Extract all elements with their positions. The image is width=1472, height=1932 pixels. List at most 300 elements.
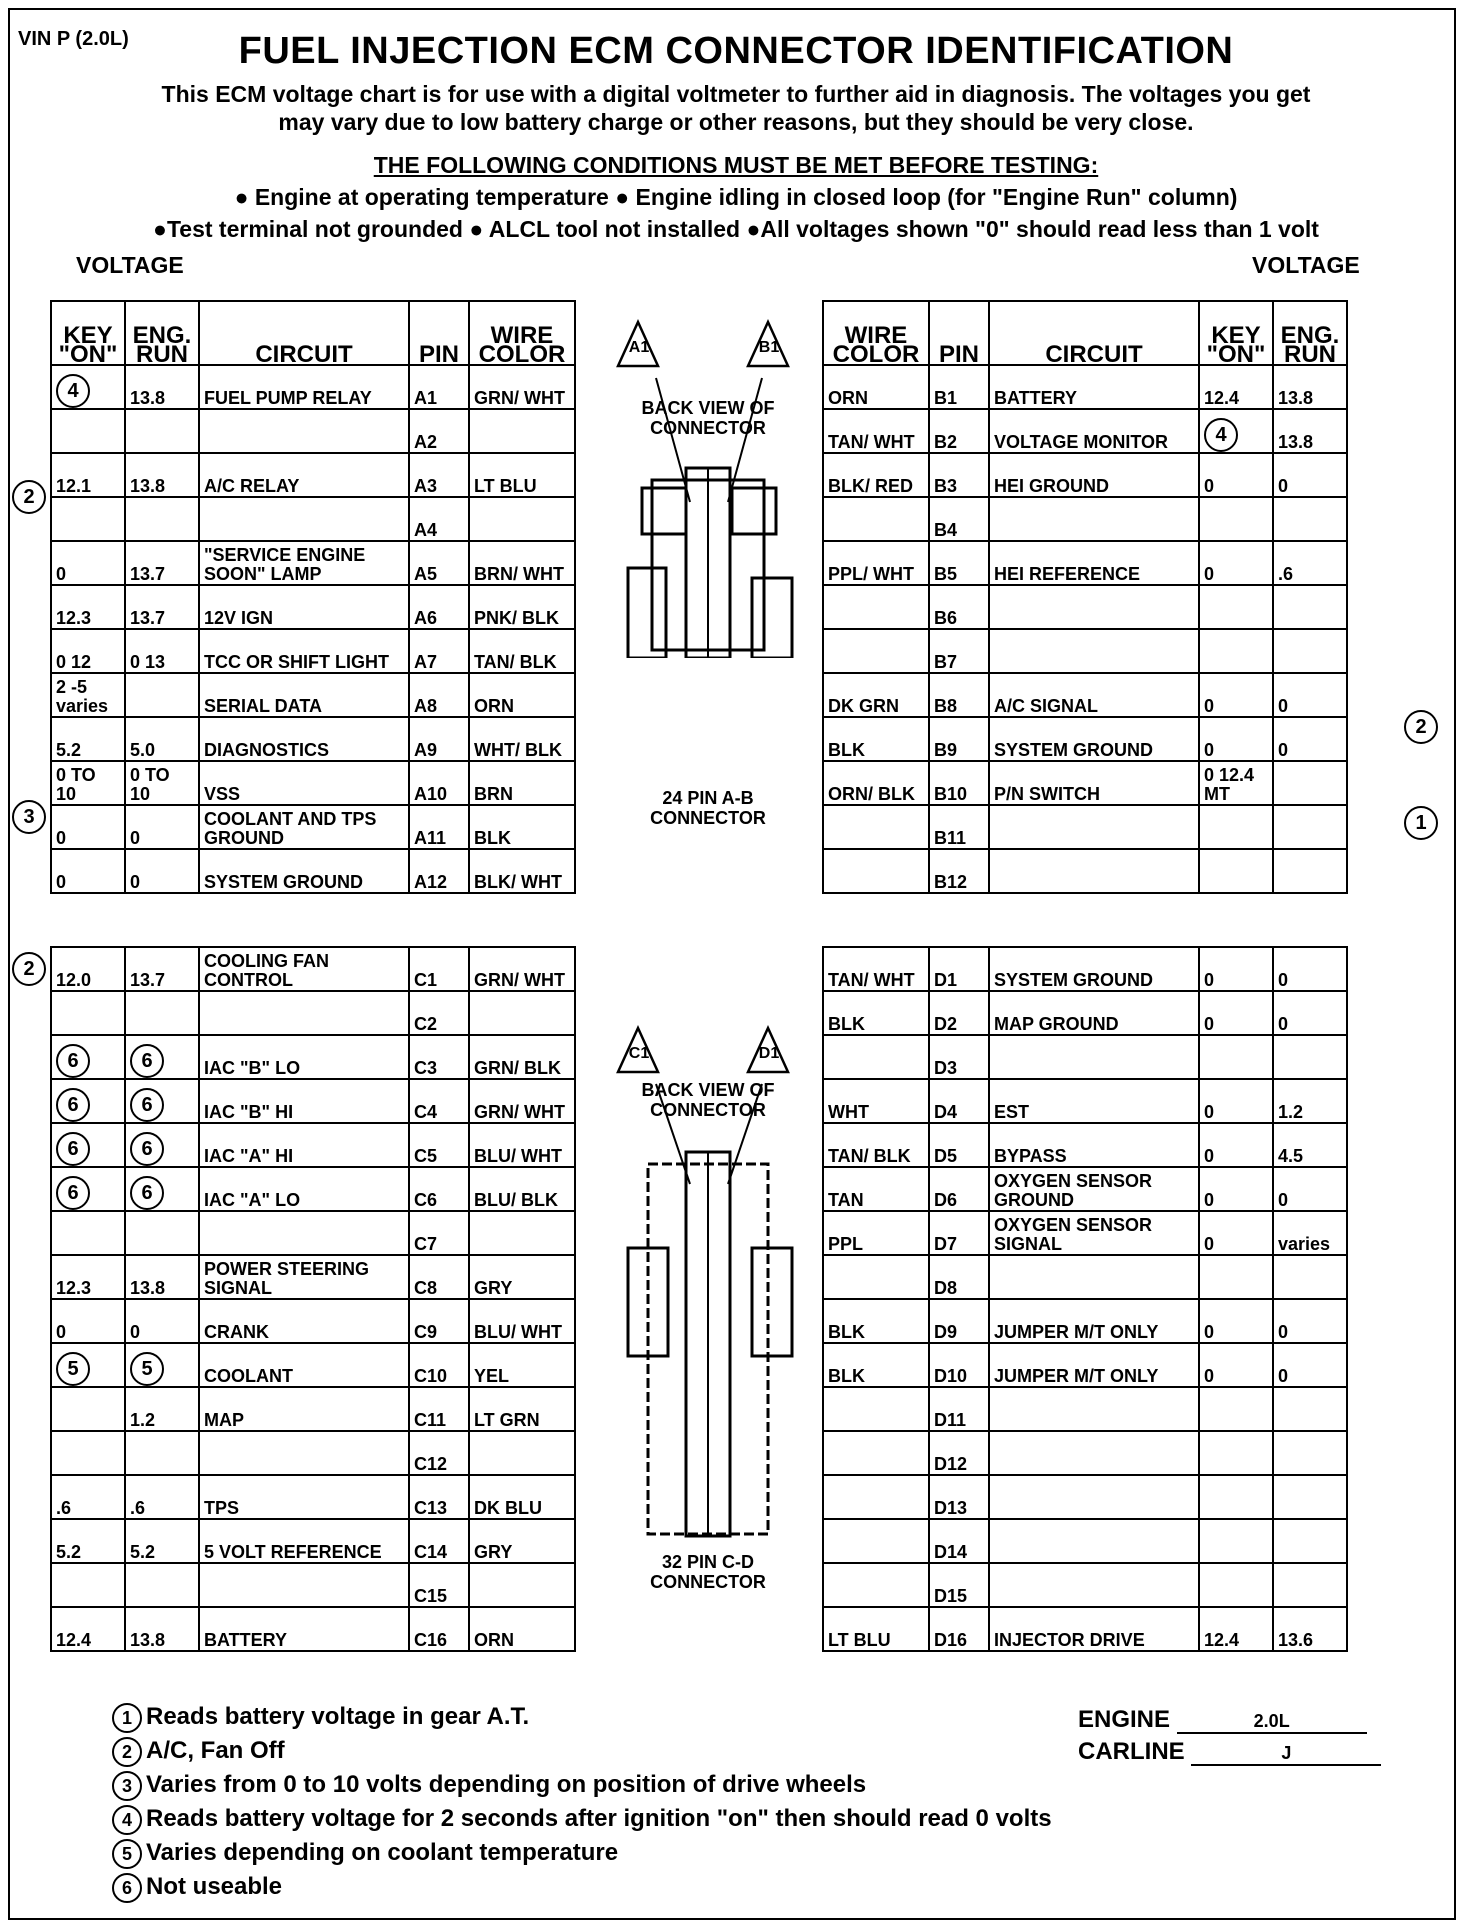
table-row [823, 805, 1347, 849]
cell-run [125, 497, 199, 541]
table-row [51, 1035, 575, 1079]
conditions-line-2: ●Test terminal not grounded ● ALCL tool not installed ●All voltages shown "0" should read less than 1 volt [153, 216, 1319, 242]
table-row [823, 1343, 1347, 1387]
table-row [823, 1079, 1347, 1123]
col-wire-color: WIRE COLOR [823, 301, 929, 365]
cell-circuit: DIAGNOSTICS [199, 717, 409, 761]
cell-run [1273, 1255, 1347, 1299]
cell-circuit: HEI GROUND [989, 453, 1199, 497]
footnote-2: 2 A/C, Fan Off [112, 1734, 1052, 1768]
cell-key [51, 991, 125, 1035]
table-row [51, 1167, 575, 1211]
cell-key: 0 [51, 849, 125, 893]
cell-key: 2 -5 varies [51, 673, 125, 717]
cell-circuit [989, 805, 1199, 849]
cell-key: 12.4 [1199, 365, 1273, 409]
cell-wire: DK GRN [823, 673, 929, 717]
table-row [51, 1079, 575, 1123]
cell-circuit: JUMPER M/T ONLY [989, 1343, 1199, 1387]
table-row [51, 365, 575, 409]
cell-wire: BLK [823, 1343, 929, 1387]
cell-key: 0 [1199, 673, 1273, 717]
cell-wire: WHT/ BLK [469, 717, 575, 761]
cell-wire: TAN [823, 1167, 929, 1211]
cell-run [1273, 1035, 1347, 1079]
cell-key: 0 [1199, 1079, 1273, 1123]
cell-wire: WHT [823, 1079, 929, 1123]
cell-key [51, 1387, 125, 1431]
cell-run: 5.0 [125, 717, 199, 761]
cell-pin: A11 [409, 805, 469, 849]
cell-pin: C6 [409, 1167, 469, 1211]
cell-run: 13.8 [1273, 365, 1347, 409]
table-row [823, 1255, 1347, 1299]
table-row [51, 629, 575, 673]
cell-pin: C2 [409, 991, 469, 1035]
cell-pin: B2 [929, 409, 989, 453]
cell-wire: ORN/ BLK [823, 761, 929, 805]
cell-pin: B8 [929, 673, 989, 717]
cell-pin: C9 [409, 1299, 469, 1343]
cell-key [1199, 1519, 1273, 1563]
table-row [51, 1519, 575, 1563]
cell-run: 0 [1273, 1299, 1347, 1343]
cell-wire: TAN/ BLK [823, 1123, 929, 1167]
table-row [51, 805, 575, 849]
cell-pin: B7 [929, 629, 989, 673]
cell-pin: D10 [929, 1343, 989, 1387]
table-row [51, 1431, 575, 1475]
cell-run: 0 [125, 1299, 199, 1343]
cell-run: 13.8 [125, 1607, 199, 1651]
cell-run [125, 1123, 199, 1167]
cell-pin: B5 [929, 541, 989, 585]
cell-key [51, 1343, 125, 1387]
cell-pin: D7 [929, 1211, 989, 1255]
table-row [51, 1299, 575, 1343]
cell-pin: C13 [409, 1475, 469, 1519]
cell-circuit: 12V IGN [199, 585, 409, 629]
cell-wire [823, 849, 929, 893]
carline-value: J [1191, 1743, 1381, 1766]
cell-pin: D8 [929, 1255, 989, 1299]
cell-circuit: HEI REFERENCE [989, 541, 1199, 585]
footnotes [112, 1700, 1052, 1904]
col-circuit: CIRCUIT [199, 301, 409, 365]
cell-key: 0 [1199, 541, 1273, 585]
cell-pin: D3 [929, 1035, 989, 1079]
cell-pin: A10 [409, 761, 469, 805]
cell-run [125, 1079, 199, 1123]
cell-pin: A1 [409, 365, 469, 409]
circled-note-icon: 6 [56, 1088, 90, 1122]
connector-cd-pin-d1: D1 [758, 1045, 780, 1062]
cell-wire: DK BLU [469, 1475, 575, 1519]
cell-wire: PPL [823, 1211, 929, 1255]
table-row [823, 717, 1347, 761]
cell-run: 13.7 [125, 541, 199, 585]
cell-key: 0 [51, 1299, 125, 1343]
cell-key [51, 1079, 125, 1123]
cell-circuit [199, 409, 409, 453]
cell-run: varies [1273, 1211, 1347, 1255]
cell-circuit [989, 629, 1199, 673]
cell-circuit: P/N SWITCH [989, 761, 1199, 805]
table-row [823, 1387, 1347, 1431]
cell-key [51, 409, 125, 453]
cell-key [1199, 1475, 1273, 1519]
cell-wire: BRN/ WHT [469, 541, 575, 585]
table-row [823, 1563, 1347, 1607]
cell-wire [823, 497, 929, 541]
cell-wire [823, 585, 929, 629]
cell-wire [823, 1475, 929, 1519]
cell-wire: BRN [469, 761, 575, 805]
cell-run [125, 1211, 199, 1255]
cell-key [1199, 409, 1273, 453]
connector-cd-diagram [616, 1024, 800, 1592]
cell-key [51, 1035, 125, 1079]
cell-pin: D11 [929, 1387, 989, 1431]
cell-run: 13.7 [125, 947, 199, 991]
cell-key [51, 1167, 125, 1211]
cell-wire: BLK [469, 805, 575, 849]
cell-wire [469, 1431, 575, 1475]
table-row [823, 585, 1347, 629]
table-row [823, 991, 1347, 1035]
cell-circuit [989, 1431, 1199, 1475]
cell-wire: TAN/ WHT [823, 409, 929, 453]
cell-run: 4.5 [1273, 1123, 1347, 1167]
cell-wire: TAN/ WHT [823, 947, 929, 991]
cell-circuit: OXYGEN SENSOR SIGNAL [989, 1211, 1199, 1255]
table-b-body [823, 365, 1347, 893]
cell-run: 0 [1273, 1343, 1347, 1387]
table-d-body [823, 947, 1347, 1651]
cell-circuit: POWER STEERING SIGNAL [199, 1255, 409, 1299]
cell-pin: D9 [929, 1299, 989, 1343]
table-row [823, 1519, 1347, 1563]
circled-note-icon: 6 [56, 1176, 90, 1210]
cell-key [1199, 849, 1273, 893]
cell-wire: LT BLU [823, 1607, 929, 1651]
cell-circuit: CRANK [199, 1299, 409, 1343]
connector-ab-drawing [616, 318, 800, 658]
cell-run: 0 13 [125, 629, 199, 673]
cell-circuit [199, 1431, 409, 1475]
cell-pin: A8 [409, 673, 469, 717]
cell-run: 13.7 [125, 585, 199, 629]
table-row [51, 1211, 575, 1255]
cell-circuit: "SERVICE ENGINE SOON" LAMP [199, 541, 409, 585]
table-row [51, 1123, 575, 1167]
cell-wire: LT GRN [469, 1387, 575, 1431]
cell-run: 0 [1273, 717, 1347, 761]
connector-cd-label: 32 PIN C-D CONNECTOR [650, 1552, 766, 1592]
cell-wire [469, 409, 575, 453]
cell-key: 0 [1199, 717, 1273, 761]
cell-pin: C11 [409, 1387, 469, 1431]
cell-run: 1.2 [125, 1387, 199, 1431]
table-row [51, 991, 575, 1035]
cell-run [1273, 761, 1347, 805]
cell-key: .6 [51, 1475, 125, 1519]
intro-text [20, 80, 1452, 136]
cell-run [1273, 1563, 1347, 1607]
cell-circuit: VSS [199, 761, 409, 805]
cell-wire [823, 1035, 929, 1079]
cell-circuit: IAC "A" HI [199, 1123, 409, 1167]
cell-wire [469, 1211, 575, 1255]
cell-circuit: IAC "A" LO [199, 1167, 409, 1211]
cell-pin: C3 [409, 1035, 469, 1079]
cell-key: 5.2 [51, 1519, 125, 1563]
carline-field [1078, 1738, 1381, 1766]
cell-run: 1.2 [1273, 1079, 1347, 1123]
table-c-pins [50, 946, 576, 1652]
cell-key: 0 [1199, 1211, 1273, 1255]
cell-circuit: IAC "B" HI [199, 1079, 409, 1123]
cell-pin: C8 [409, 1255, 469, 1299]
cell-run: 0 [125, 805, 199, 849]
cell-key [51, 1563, 125, 1607]
cell-circuit: IAC "B" LO [199, 1035, 409, 1079]
cell-run [125, 991, 199, 1035]
cell-wire: BLU/ WHT [469, 1299, 575, 1343]
engine-label: ENGINE [1078, 1706, 1171, 1733]
table-b-pins [822, 300, 1348, 894]
cell-wire: BLK/ WHT [469, 849, 575, 893]
cell-circuit: SYSTEM GROUND [199, 849, 409, 893]
cell-key: 0 [51, 541, 125, 585]
cell-run [1273, 805, 1347, 849]
cell-run: 13.8 [1273, 409, 1347, 453]
table-row [51, 453, 575, 497]
cell-run [1273, 629, 1347, 673]
cell-pin: A6 [409, 585, 469, 629]
cell-pin: B1 [929, 365, 989, 409]
side-note-a3: 2 [12, 480, 46, 514]
cell-key [51, 365, 125, 409]
cell-circuit: COOLANT [199, 1343, 409, 1387]
circled-note-icon: 5 [130, 1352, 164, 1386]
cell-run: 0 [1273, 991, 1347, 1035]
connector-ab-pin-a1: A1 [628, 339, 650, 356]
col-pin: PIN [409, 301, 469, 365]
table-c-body [51, 947, 575, 1651]
table-row [51, 849, 575, 893]
cell-pin: C15 [409, 1563, 469, 1607]
cell-key [51, 497, 125, 541]
cell-pin: B10 [929, 761, 989, 805]
table-row [823, 673, 1347, 717]
cell-pin: D4 [929, 1079, 989, 1123]
circled-note-icon: 4 [56, 374, 90, 408]
table-d-pins [822, 946, 1348, 1652]
cell-wire: ORN [469, 673, 575, 717]
cell-key: 12.3 [51, 1255, 125, 1299]
cell-circuit: SYSTEM GROUND [989, 947, 1199, 991]
cell-run: 0 [1273, 1167, 1347, 1211]
col-circuit: CIRCUIT [989, 301, 1199, 365]
cell-wire [823, 1563, 929, 1607]
cell-key: 0 [1199, 947, 1273, 991]
cell-circuit [989, 1475, 1199, 1519]
cell-pin: B4 [929, 497, 989, 541]
table-row [51, 409, 575, 453]
table-row [823, 541, 1347, 585]
cell-circuit: EST [989, 1079, 1199, 1123]
table-b-header [823, 301, 1347, 365]
cell-run [1273, 1431, 1347, 1475]
cell-run: 0 [1273, 453, 1347, 497]
cell-circuit: MAP [199, 1387, 409, 1431]
cell-run: 13.6 [1273, 1607, 1347, 1651]
cell-circuit [989, 1255, 1199, 1299]
cell-wire: ORN [823, 365, 929, 409]
circled-note-icon: 6 [130, 1044, 164, 1078]
table-row [51, 1255, 575, 1299]
table-row [823, 1299, 1347, 1343]
side-note-c1: 2 [12, 952, 46, 986]
cell-circuit: VOLTAGE MONITOR [989, 409, 1199, 453]
cell-key: 0 [1199, 453, 1273, 497]
cell-wire: GRN/ WHT [469, 1079, 575, 1123]
cell-pin: A5 [409, 541, 469, 585]
cell-circuit: MAP GROUND [989, 991, 1199, 1035]
footnote-4: 4 Reads battery voltage for 2 seconds after ignition "on" then should read 0 volts [112, 1802, 1052, 1836]
table-row [51, 497, 575, 541]
cell-key [1199, 805, 1273, 849]
cell-key [1199, 585, 1273, 629]
side-note-b8: 2 [1404, 710, 1438, 744]
table-row [823, 453, 1347, 497]
cell-pin: C1 [409, 947, 469, 991]
cell-pin: A2 [409, 409, 469, 453]
carline-label: CARLINE [1078, 1738, 1185, 1765]
cell-circuit [989, 497, 1199, 541]
cell-run [1273, 1475, 1347, 1519]
table-row [823, 365, 1347, 409]
cell-circuit [989, 1035, 1199, 1079]
cell-pin: C5 [409, 1123, 469, 1167]
cell-wire: LT BLU [469, 453, 575, 497]
cell-pin: C16 [409, 1607, 469, 1651]
cell-key: 0 [51, 805, 125, 849]
circled-note-icon: 6 [130, 1088, 164, 1122]
cell-pin: D12 [929, 1431, 989, 1475]
cell-pin: D2 [929, 991, 989, 1035]
cell-pin: B9 [929, 717, 989, 761]
cell-key [1199, 629, 1273, 673]
cell-run [125, 1563, 199, 1607]
cell-wire: BLK/ RED [823, 453, 929, 497]
circled-note-icon: 5 [56, 1352, 90, 1386]
cell-pin: C14 [409, 1519, 469, 1563]
table-row [823, 1035, 1347, 1079]
cell-pin: C10 [409, 1343, 469, 1387]
cell-key: 0 [1199, 1343, 1273, 1387]
cell-wire: BLK [823, 1299, 929, 1343]
table-row [823, 761, 1347, 805]
cell-circuit [989, 1519, 1199, 1563]
cell-run: 0 [1273, 947, 1347, 991]
cell-circuit: JUMPER M/T ONLY [989, 1299, 1199, 1343]
cell-key [51, 1123, 125, 1167]
cell-circuit: OXYGEN SENSOR GROUND [989, 1167, 1199, 1211]
table-a-pins [50, 300, 576, 894]
cell-run [1273, 1387, 1347, 1431]
cell-run [1273, 585, 1347, 629]
cell-pin: C12 [409, 1431, 469, 1475]
cell-circuit: INJECTOR DRIVE [989, 1607, 1199, 1651]
table-row [823, 1607, 1347, 1651]
cell-run: 0 TO 10 [125, 761, 199, 805]
cell-run [1273, 1519, 1347, 1563]
cell-pin: B3 [929, 453, 989, 497]
cell-wire [823, 1431, 929, 1475]
side-note-b10: 1 [1404, 806, 1438, 840]
cell-circuit [989, 849, 1199, 893]
cell-key [1199, 1387, 1273, 1431]
table-row [823, 1123, 1347, 1167]
voltage-label-right: VOLTAGE [1252, 252, 1360, 278]
cell-circuit: BATTERY [989, 365, 1199, 409]
cell-circuit [199, 1211, 409, 1255]
cell-run: 13.8 [125, 1255, 199, 1299]
cell-pin: A12 [409, 849, 469, 893]
cell-key: 0 [1199, 1123, 1273, 1167]
cell-wire: PNK/ BLK [469, 585, 575, 629]
table-row [823, 1475, 1347, 1519]
table-row [51, 585, 575, 629]
table-row [823, 629, 1347, 673]
cell-wire: GRY [469, 1519, 575, 1563]
table-row [51, 1343, 575, 1387]
table-row [823, 849, 1347, 893]
engine-field [1078, 1706, 1367, 1734]
cell-circuit [989, 585, 1199, 629]
cell-circuit: TCC OR SHIFT LIGHT [199, 629, 409, 673]
table-row [51, 1387, 575, 1431]
col-wire-color: WIRE COLOR [469, 301, 575, 365]
conditions-heading: THE FOLLOWING CONDITIONS MUST BE MET BEFORE TESTING: [373, 152, 1099, 178]
cell-wire: TAN/ BLK [469, 629, 575, 673]
cell-run [125, 1343, 199, 1387]
table-row [823, 497, 1347, 541]
circled-note-icon: 6 [130, 1176, 164, 1210]
cell-wire: ORN [469, 1607, 575, 1651]
cell-pin: D6 [929, 1167, 989, 1211]
cell-run: 0 [1273, 673, 1347, 717]
table-row [51, 1563, 575, 1607]
table-row [51, 717, 575, 761]
footnote-5: 5 Varies depending on coolant temperature [112, 1836, 1052, 1870]
cell-key: 0 [1199, 1299, 1273, 1343]
cell-wire [469, 497, 575, 541]
cell-key [51, 1211, 125, 1255]
voltage-label-left: VOLTAGE [76, 252, 184, 278]
table-row [51, 947, 575, 991]
cell-circuit: 5 VOLT REFERENCE [199, 1519, 409, 1563]
cell-pin: A4 [409, 497, 469, 541]
cell-pin: D15 [929, 1563, 989, 1607]
cell-wire: BLU/ BLK [469, 1167, 575, 1211]
cell-wire: BLK [823, 717, 929, 761]
footnote-1: 1 Reads battery voltage in gear A.T. [112, 1700, 1052, 1734]
cell-run [1273, 849, 1347, 893]
cell-run [125, 1431, 199, 1475]
